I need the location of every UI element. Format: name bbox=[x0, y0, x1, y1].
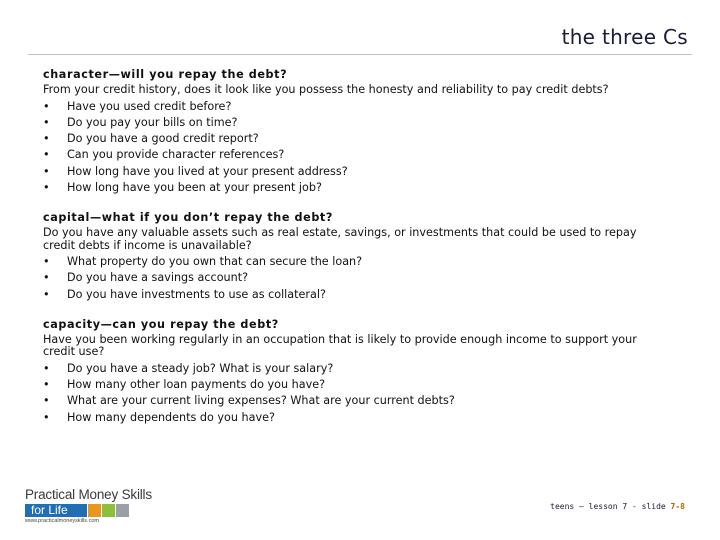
title-divider bbox=[28, 54, 692, 55]
bullet-text: Do you have a savings account? bbox=[67, 271, 249, 285]
bullet-item bbox=[43, 393, 665, 409]
section-intro: Do you have any valuable assets such as real estate, savings, or investments that could be used to repay credit debts if income is unavailable? bbox=[43, 226, 637, 252]
bullet-text: What are your current living expenses? What are your current debts? bbox=[67, 394, 455, 408]
bullet-glyph: • bbox=[43, 180, 50, 194]
bullet-glyph: • bbox=[43, 394, 50, 408]
bullet-glyph: • bbox=[43, 99, 50, 113]
section-intro: From your credit history, does it look like you possess the honesty and reliability to pay credit debts? bbox=[43, 83, 609, 97]
section-heading: capacity—can you repay the debt? bbox=[43, 317, 279, 331]
logo-orange-square bbox=[88, 504, 101, 517]
bullet-text: How long have you been at your present job? bbox=[67, 180, 322, 194]
logo-gray-square bbox=[116, 504, 129, 517]
bullet-text: How many other loan payments do you have? bbox=[67, 378, 326, 392]
section-heading: capital—what if you don’t repay the debt? bbox=[43, 210, 333, 224]
logo-brand-name: Practical Money Skills bbox=[25, 487, 152, 502]
section-capacity bbox=[43, 317, 665, 426]
bullet-item bbox=[43, 164, 665, 180]
bullet-item bbox=[43, 287, 665, 303]
section-character bbox=[43, 67, 665, 196]
logo-url: www.practicalmoneyskills.com bbox=[25, 518, 99, 524]
bullet-item bbox=[43, 361, 665, 377]
section-intro: Have you been working regularly in an occupation that is likely to provide enough income to support your credit use? bbox=[43, 332, 637, 359]
bullet-text: How many dependents do you have? bbox=[67, 410, 275, 424]
bullet-item bbox=[43, 115, 665, 131]
bullet-text: Can you provide character references? bbox=[67, 148, 285, 162]
bullet-text: Do you have investments to use as collateral? bbox=[67, 287, 326, 301]
bullet-glyph: • bbox=[43, 148, 50, 162]
bullet-text: Do you have a steady job? What is your salary? bbox=[67, 361, 334, 375]
bullet-item bbox=[43, 99, 665, 115]
footer-lesson-text: teens – lesson 7 - slide bbox=[550, 502, 671, 511]
bullet-item bbox=[43, 377, 665, 393]
bullet-glyph: • bbox=[43, 115, 50, 129]
bullet-glyph: • bbox=[43, 255, 50, 269]
bullet-item bbox=[43, 254, 665, 270]
bullet-item bbox=[43, 131, 665, 147]
page-number: 7-8 bbox=[670, 502, 685, 511]
slide-footer bbox=[550, 502, 685, 511]
bullet-text: Do you pay your bills on time? bbox=[67, 115, 238, 129]
bullet-item bbox=[43, 180, 665, 196]
logo-green-square bbox=[102, 504, 115, 517]
bullet-item bbox=[43, 147, 665, 163]
bullet-glyph: • bbox=[43, 410, 50, 424]
bullet-glyph: • bbox=[43, 164, 50, 178]
bullet-glyph: • bbox=[43, 132, 50, 146]
bullet-glyph: • bbox=[43, 271, 50, 285]
practical-money-skills-logo bbox=[25, 487, 175, 527]
bullet-glyph: • bbox=[43, 287, 50, 301]
bullet-item bbox=[43, 270, 665, 286]
section-heading: character—will you repay the debt? bbox=[43, 68, 288, 81]
bullet-text: What property do you own that can secure the loan? bbox=[67, 255, 363, 269]
slide-content bbox=[43, 67, 665, 440]
bullet-text: How long have you lived at your present address? bbox=[67, 164, 348, 178]
bullet-glyph: • bbox=[43, 378, 50, 392]
bullet-item bbox=[43, 410, 665, 426]
slide-title: the three Cs bbox=[561, 25, 688, 49]
bullet-text: Have you used credit before? bbox=[67, 99, 232, 113]
bullet-glyph: • bbox=[43, 361, 50, 375]
logo-tagline: for Life bbox=[31, 503, 68, 517]
section-capital bbox=[43, 210, 665, 303]
bullet-text: Do you have a good credit report? bbox=[67, 132, 259, 146]
